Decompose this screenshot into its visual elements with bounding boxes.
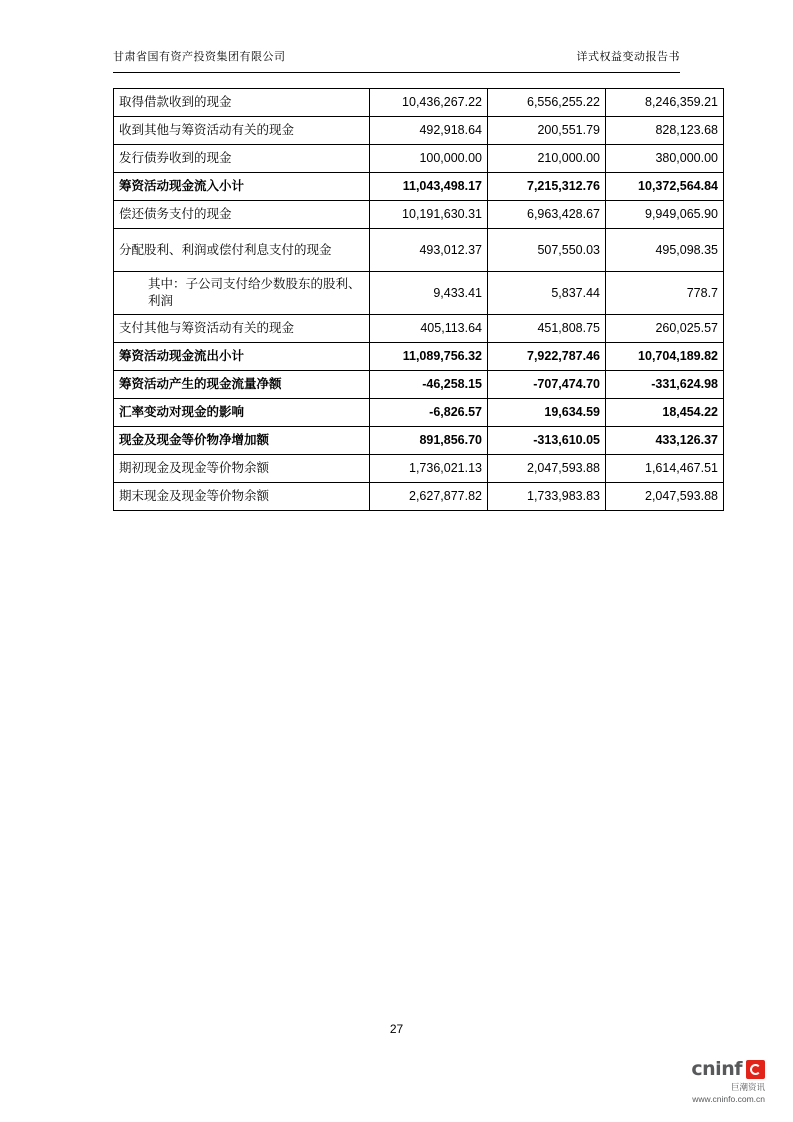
row-label: 收到其他与筹资活动有关的现金 <box>114 117 370 145</box>
row-label: 发行债券收到的现金 <box>114 145 370 173</box>
logo-url-row <box>647 1094 765 1104</box>
row-value-1: 11,043,498.17 <box>370 173 488 201</box>
table-row <box>114 201 724 229</box>
row-value-2: 6,556,255.22 <box>488 89 606 117</box>
row-value-2: 200,551.79 <box>488 117 606 145</box>
row-value-1: 493,012.37 <box>370 229 488 272</box>
row-value-1: 10,436,267.22 <box>370 89 488 117</box>
row-label: 筹资活动现金流出小计 <box>114 343 370 371</box>
table-row <box>114 117 724 145</box>
row-label: 支付其他与筹资活动有关的现金 <box>114 315 370 343</box>
row-label: 分配股利、利润或偿付利息支付的现金 <box>114 229 370 272</box>
cash-flow-table-container <box>113 88 718 511</box>
row-value-3: 433,126.37 <box>606 427 724 455</box>
row-value-3: 8,246,359.21 <box>606 89 724 117</box>
table-row <box>114 229 724 272</box>
table-row <box>114 89 724 117</box>
row-value-1: 405,113.64 <box>370 315 488 343</box>
row-label: 取得借款收到的现金 <box>114 89 370 117</box>
row-value-2: 6,963,428.67 <box>488 201 606 229</box>
table-row <box>114 483 724 511</box>
row-label: 偿还债务支付的现金 <box>114 201 370 229</box>
logo-url: www.cninfo.com.cn <box>692 1094 765 1104</box>
row-value-1: 1,736,021.13 <box>370 455 488 483</box>
row-value-2: 19,634.59 <box>488 399 606 427</box>
row-value-2: 2,047,593.88 <box>488 455 606 483</box>
row-value-1: 492,918.64 <box>370 117 488 145</box>
row-value-3: 495,098.35 <box>606 229 724 272</box>
row-value-1: 11,089,756.32 <box>370 343 488 371</box>
row-value-1: 891,856.70 <box>370 427 488 455</box>
row-value-3: 828,123.68 <box>606 117 724 145</box>
table-body <box>114 89 724 511</box>
row-value-2: -707,474.70 <box>488 371 606 399</box>
row-value-2: 7,922,787.46 <box>488 343 606 371</box>
table-row <box>114 315 724 343</box>
row-value-3: 2,047,593.88 <box>606 483 724 511</box>
page-header <box>113 48 680 64</box>
logo-cn-label: 巨潮资讯 <box>730 1083 765 1093</box>
row-value-2: 451,808.75 <box>488 315 606 343</box>
row-value-1: 9,433.41 <box>370 272 488 315</box>
header-document-title: 详式权益变动报告书 <box>576 50 680 63</box>
table-row <box>114 173 724 201</box>
row-label: 筹资活动产生的现金流量净额 <box>114 371 370 399</box>
row-value-3: 260,025.57 <box>606 315 724 343</box>
header-divider <box>113 72 680 73</box>
header-company-name: 甘肃省国有资产投资集团有限公司 <box>113 50 286 63</box>
cninfo-logo-icon <box>746 1060 765 1079</box>
row-value-2: 210,000.00 <box>488 145 606 173</box>
row-value-2: 1,733,983.83 <box>488 483 606 511</box>
page-number: 27 <box>389 1022 404 1036</box>
row-label: 汇率变动对现金的影响 <box>114 399 370 427</box>
logo-subtext <box>647 1081 765 1093</box>
row-value-3: 10,704,189.82 <box>606 343 724 371</box>
row-value-1: 10,191,630.31 <box>370 201 488 229</box>
row-value-1: -46,258.15 <box>370 371 488 399</box>
row-value-1: 2,627,877.82 <box>370 483 488 511</box>
table-row <box>114 371 724 399</box>
row-value-3: 9,949,065.90 <box>606 201 724 229</box>
row-label: 筹资活动现金流入小计 <box>114 173 370 201</box>
table-row <box>114 343 724 371</box>
table-row <box>114 427 724 455</box>
row-label: 期初现金及现金等价物余额 <box>114 455 370 483</box>
row-value-2: -313,610.05 <box>488 427 606 455</box>
row-label: 期末现金及现金等价物余额 <box>114 483 370 511</box>
logo-wordmark: cninf <box>691 1058 742 1080</box>
table-row <box>114 399 724 427</box>
row-value-3: -331,624.98 <box>606 371 724 399</box>
row-value-1: -6,826.57 <box>370 399 488 427</box>
row-value-2: 5,837.44 <box>488 272 606 315</box>
table-row <box>114 145 724 173</box>
row-value-3: 10,372,564.84 <box>606 173 724 201</box>
row-value-2: 7,215,312.76 <box>488 173 606 201</box>
cash-flow-table <box>113 88 724 511</box>
row-label: 现金及现金等价物净增加额 <box>114 427 370 455</box>
row-label: 其中：子公司支付给少数股东的股利、利润 <box>114 272 370 315</box>
row-value-3: 18,454.22 <box>606 399 724 427</box>
table-row <box>114 455 724 483</box>
footer-logo <box>647 1058 765 1104</box>
logo-row <box>647 1058 765 1080</box>
table-row <box>114 272 724 315</box>
row-value-3: 778.7 <box>606 272 724 315</box>
row-value-3: 380,000.00 <box>606 145 724 173</box>
row-value-1: 100,000.00 <box>370 145 488 173</box>
row-value-2: 507,550.03 <box>488 229 606 272</box>
row-value-3: 1,614,467.51 <box>606 455 724 483</box>
